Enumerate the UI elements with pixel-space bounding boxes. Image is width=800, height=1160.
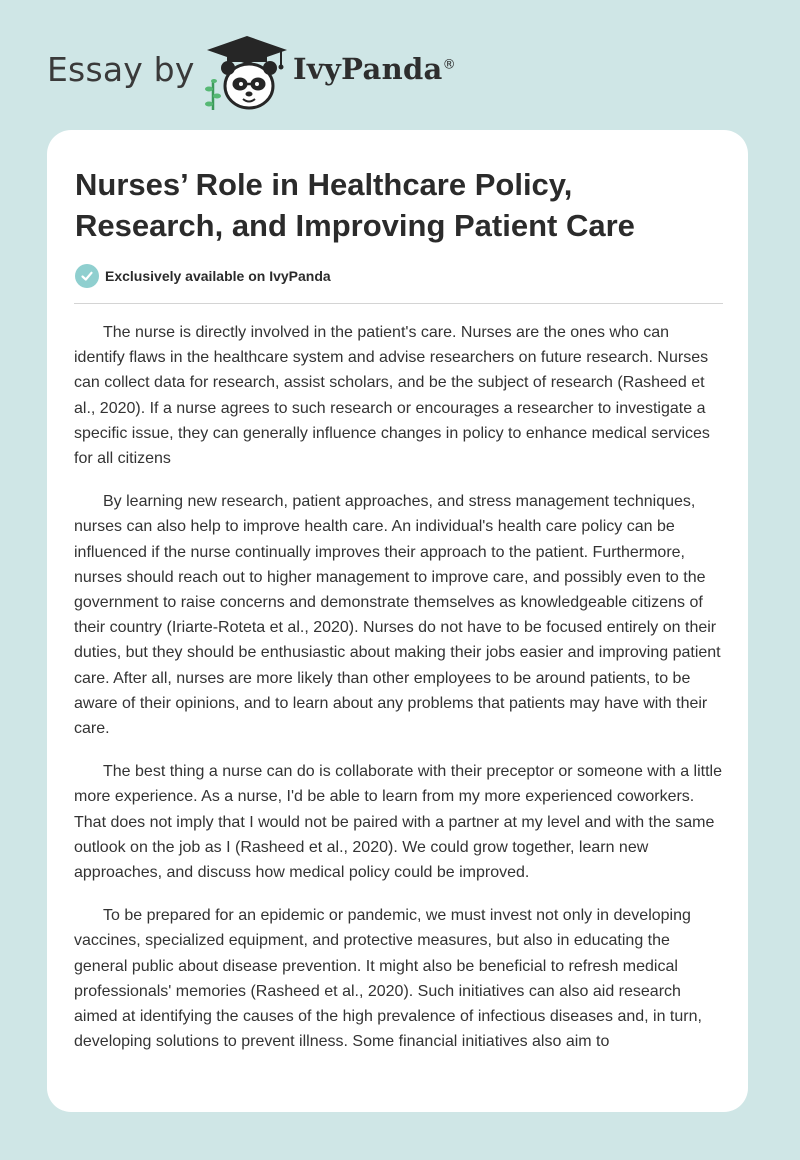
essay-by-label: Essay by bbox=[47, 50, 195, 89]
essay-body bbox=[74, 320, 724, 1072]
essay-card bbox=[47, 130, 748, 1112]
panda-graduate-logo[interactable] bbox=[203, 34, 291, 114]
title-divider bbox=[74, 303, 723, 304]
exclusive-badge-text: Exclusively available on IvyPanda bbox=[105, 268, 331, 284]
paragraph: The nurse is directly involved in the patient's care. Nurses are the ones who can identify flaws in the healthcare system and advise researchers on future research. Nurses can collect data for research, assist scholars, and be the subject of research (Rasheed et al., 2020). If a nurse agrees to such research or encourages a researcher to investigate a specific issue, they can generally influence changes in policy to enhance medical services for all citizens bbox=[74, 324, 710, 468]
paragraph: The best thing a nurse can do is collaborate with their preceptor or someone with a little more experience. As a nurse, I'd be able to learn from my more experienced coworkers. That does not imply that I would not be paired with a partner at my level and with the same outlook on the job as I (Rasheed et al., 2020). We could grow together, learn new approaches, and discuss how medical policy could be improved. bbox=[74, 763, 722, 882]
exclusive-badge bbox=[75, 263, 331, 289]
check-mark-glyph bbox=[80, 269, 94, 283]
essay-title: Nurses’ Role in Healthcare Policy, Research, and Improving Patient Care bbox=[75, 167, 635, 243]
panda-logo-graphic bbox=[203, 34, 291, 114]
paragraph: By learning new research, patient approaches, and stress management techniques, nurses can also help to improve health care. An individual's health care policy can be influenced if the nurse continually improves their approach to the patient. Furthermore, nurses should reach out to higher management to improve care, and possibly even to the government to raise concerns and demonstrate themselves as knowledgeable citizens of their country (Iriarte-Roteta et al., 2020). Nurses do not have to be focused entirely on their duties, but they should be enthusiastic about making their jobs easier and improving patient care. After all, nurses are more likely than other employees to be around patients, to be aware of their opinions, and to learn about any problems that patients may have with their care. bbox=[74, 493, 721, 738]
paragraph: To be prepared for an epidemic or pandemic, we must invest not only in developing vaccines, specialized equipment, and protective measures, but also in educating the general public about disease prevention. It might also be beneficial to refresh medical professionals' memories (Rasheed et al., 2020). Such initiatives can also aid research aimed at identifying the causes of the high prevalence of infectious diseases and, in turn, developing solutions to prevent illness. Some financial initiatives also aim to bbox=[74, 907, 702, 1051]
brand-name bbox=[293, 52, 456, 86]
check-circle-icon bbox=[75, 264, 99, 288]
site-header bbox=[47, 34, 507, 114]
brand-name-text: IvyPanda bbox=[293, 52, 443, 86]
registered-mark: ® bbox=[442, 57, 456, 73]
